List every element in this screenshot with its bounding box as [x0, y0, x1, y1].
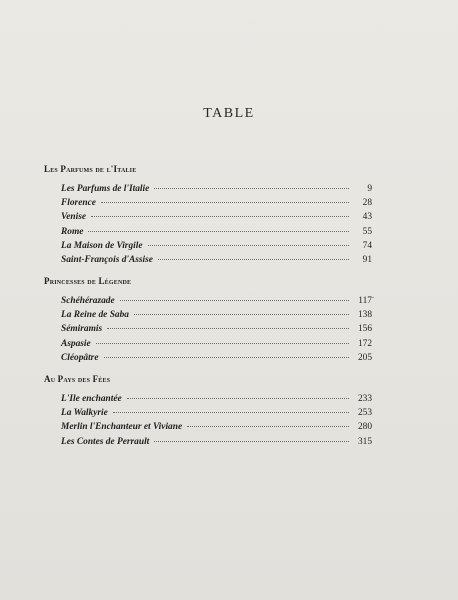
toc-entry-page: 138 [357, 310, 372, 321]
toc-entry-page: 28 [362, 198, 372, 209]
toc-entry-title: La Reine de Saba [61, 310, 129, 321]
toc-entry[interactable] [61, 394, 372, 408]
toc-entry[interactable] [61, 184, 372, 198]
toc-entry-title: Les Contes de Perrault [61, 436, 150, 447]
section-heading: Princesses de Légende [44, 276, 132, 286]
toc-entry-title: Schéhérazade [61, 296, 115, 306]
toc-entry-title: Les Parfums de l'Italie [61, 184, 150, 194]
paper-speck [372, 297, 374, 298]
toc-entry[interactable] [61, 227, 372, 241]
toc-entry-page: 253 [357, 408, 372, 419]
toc-entry[interactable] [61, 324, 372, 338]
dot-leader [154, 188, 349, 189]
dot-leader [120, 300, 349, 301]
section-au-pays-des-fees [44, 374, 372, 451]
dot-leader [148, 245, 349, 246]
dot-leader [127, 398, 349, 399]
dot-leader [96, 343, 349, 344]
toc-entry[interactable] [61, 296, 372, 310]
section-princesses-de-legende [44, 276, 372, 367]
toc-entry-title: Rome [61, 226, 84, 237]
toc-entry-title: Cléopâtre [61, 352, 99, 363]
toc-entry[interactable] [61, 241, 372, 255]
toc-entry-page: 205 [357, 352, 372, 363]
toc-entry-title: Aspasie [61, 338, 91, 349]
dot-leader [187, 426, 349, 427]
toc-entry[interactable] [61, 212, 372, 226]
toc-entry[interactable] [61, 255, 372, 269]
toc-entry-title: Venise [61, 212, 87, 223]
dot-leader [88, 231, 349, 232]
toc-entry-title: Florence [61, 198, 96, 209]
toc-entry-page: 156 [357, 324, 372, 335]
toc-entry[interactable] [61, 422, 372, 436]
dot-leader [104, 357, 350, 358]
dot-leader [134, 314, 349, 315]
toc-entry-page: 55 [362, 226, 372, 237]
toc-entry-title: Saint-François d'Assise [61, 254, 153, 265]
toc-entry-page: 117 [358, 296, 372, 306]
dot-leader [113, 412, 349, 413]
toc-entry[interactable] [61, 353, 372, 367]
toc-entry[interactable] [61, 408, 372, 422]
toc-entry-title: La Maison de Virgile [61, 240, 143, 251]
toc-entry[interactable] [61, 198, 372, 212]
toc-entry-title: L'Ile enchantée [61, 394, 122, 404]
dot-leader [101, 202, 349, 203]
section-heading: Au Pays des Fées [44, 374, 111, 384]
toc-entry[interactable] [61, 339, 372, 353]
toc-entry-page: 74 [362, 240, 372, 251]
toc-entry[interactable] [61, 310, 372, 324]
dot-leader [158, 259, 349, 260]
toc-entry-title: Sémiramis [61, 324, 103, 335]
toc-entry-page: 280 [357, 422, 372, 433]
toc-entry-title: La Walkyrie [61, 408, 108, 419]
toc-entry[interactable] [61, 437, 372, 451]
toc-entry-page: 91 [362, 254, 372, 265]
page-title: TABLE [203, 106, 255, 121]
section-parfums-de-l-italie [44, 164, 372, 269]
toc-entry-title: Merlin l'Enchanteur et Viviane [61, 422, 183, 433]
toc-entry-page: 315 [357, 436, 372, 447]
toc-entry-page: 43 [362, 212, 372, 223]
dot-leader [154, 441, 349, 442]
toc-entry-page: 172 [357, 338, 372, 349]
toc-entry-page: 233 [357, 394, 372, 404]
dot-leader [91, 216, 349, 217]
dot-leader [107, 328, 349, 329]
toc-entry-page: 9 [367, 184, 372, 194]
section-heading: Les Parfums de l'Italie [44, 164, 137, 174]
